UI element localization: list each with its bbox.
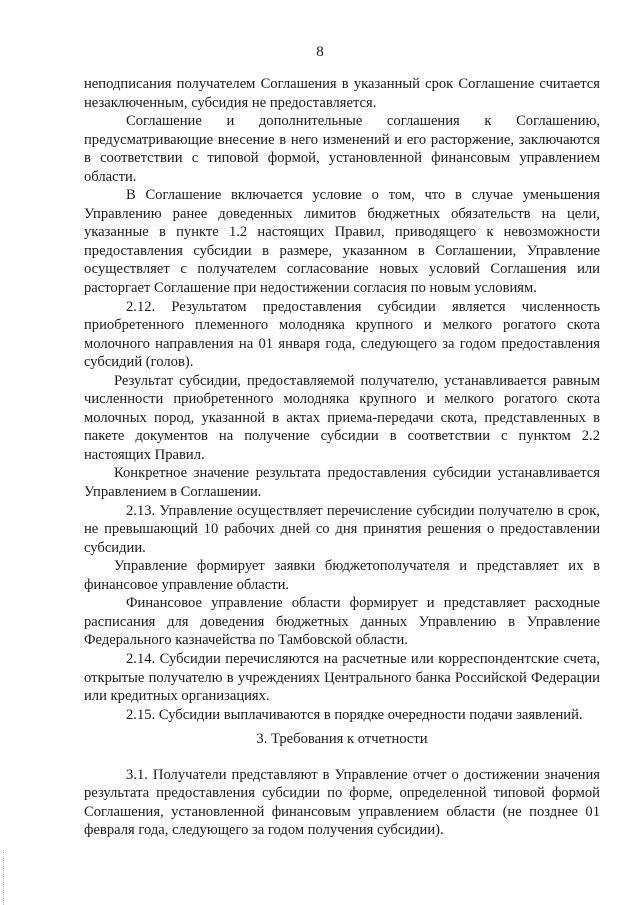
page-number: 8 bbox=[316, 44, 324, 60]
section-heading: 3. Требования к отчетности bbox=[256, 731, 428, 748]
paragraph-requests: Управление формирует заявки бюджетополучателя и представляет их в финансовое управление области. bbox=[84, 558, 600, 593]
paragraph-2-13: 2.13. Управление осуществляет перечисление субсидии получателю в срок, не превышающий 10 рабочих дней со дня принятия решения о предоставлении субсидии. bbox=[84, 502, 600, 556]
document-body bbox=[84, 75, 600, 840]
paragraph-agreement-condition: В Соглашение включается условие о том, что в случае уменьшения Управлению ранее доведенных лимитов бюджетных обязательств на цели, указанные в пункте 1.2 настоящих Правил, приводящего к невозможности предоставления субсидии в размере, указанном в Соглашении, Управление осуществляет с получателем согласование новых условий Соглашения или расторгает Соглашение при недостижении согласия по новым условиям. bbox=[84, 187, 600, 297]
paragraph-specific-value: Конкретное значение результата предоставления субсидии устанавливается Управлением в Соглашении. bbox=[84, 465, 600, 501]
scan-edge-marks bbox=[3, 850, 6, 905]
paragraph-3-1: 3.1. Получатели представляют в Управление отчет о достижении значения результата предоставления субсидии по форме, определенной типовой формой Соглашения, установленной финансовым управлением области (не позднее 01 февраля года, следующего за годом получения субсидии). bbox=[84, 766, 600, 839]
paragraph-2-14: 2.14. Субсидии перечисляются на расчетные или корреспондентские счета, открытые получателю в учреждениях Центрального банка Российской Федерации или кредитных организациях. bbox=[84, 650, 600, 705]
paragraph-finance-schedules: Финансовое управление области формирует и представляет расходные расписания для доведения бюджетных данных Управлению в Управление Федерального казначейства по Тамбовской области. bbox=[84, 595, 600, 649]
paragraph-agreement-form: Соглашение и дополнительные соглашения к Соглашению, предусматривающие внесение в него изменений и его расторжение, заключаются в соответствии с типовой формой, установленной финансовым управлением области. bbox=[84, 113, 600, 185]
paragraph-continuation: неподписания получателем Соглашения в указанный срок Соглашение считается незаключенным, субсидия не предоставляется. bbox=[84, 76, 600, 111]
paragraph-2-15: 2.15. Субсидии выплачиваются в порядке очередности подачи заявлений. bbox=[126, 706, 583, 723]
paragraph-2-12: 2.12. Результатом предоставления субсидии является численность приобретенного племенного молодняка крупного и мелкого рогатого скота молочного направления на 01 января года, следующего за годом предоставления субсидий (голов). bbox=[84, 298, 600, 371]
paragraph-result: Результат субсидии, предоставляемой получателю, устанавливается равным численности приобретенного молодняка крупного и мелкого рогатого скота молочных пород, указанной в актах приема-передачи скота, представленных в пакете документов на получение субсидии в соответствии с пунктом 2.2 настоящих Правил. bbox=[84, 372, 600, 463]
